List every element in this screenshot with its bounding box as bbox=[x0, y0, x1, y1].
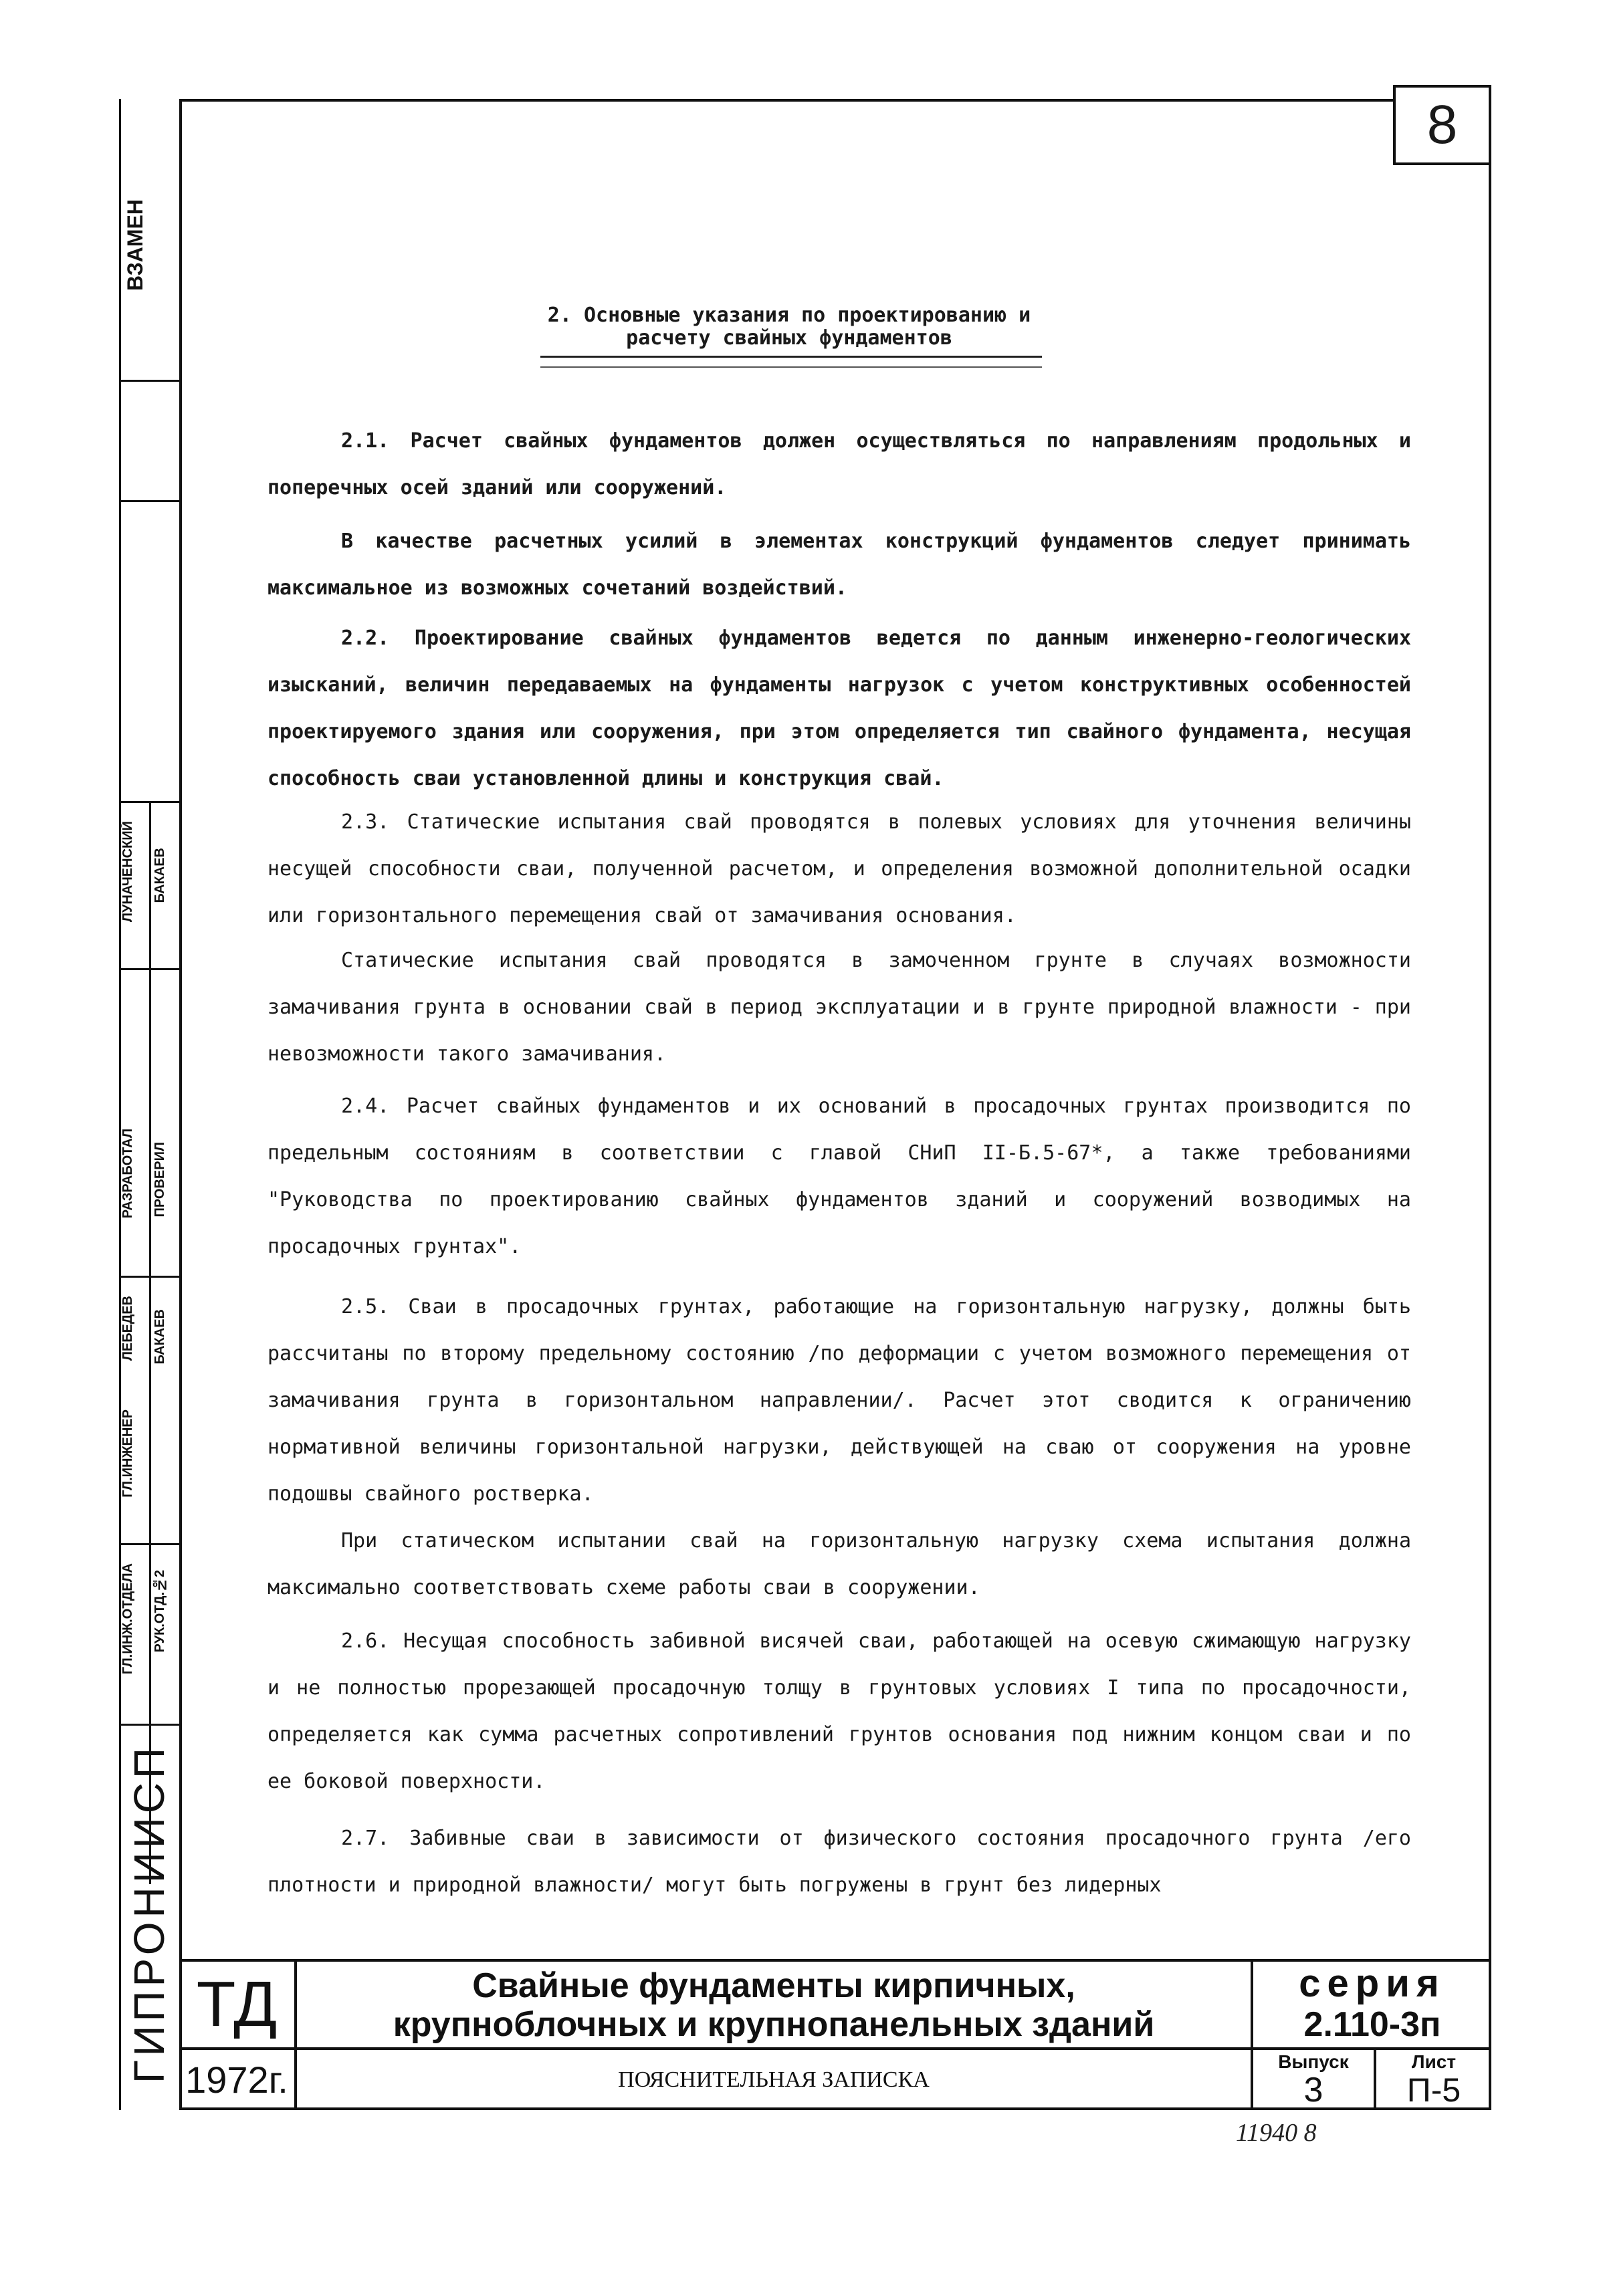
paragraph-2-5: 2.5. Сваи в просадочных грунтах, работающие на горизонтальную нагрузку, должны быть рассчитаны по второму предельному состоянию /по деформации с учетом возможного перемещения от замачивания грунта в горизонтальном направлении/. Расчет этот сводится к ограничению нормативной величины горизонтальной нагрузки, действующей на сваю от сооружения на уровне подошвы свайного ростверка. bbox=[268, 1295, 1411, 1506]
subtitle: ПОЯСНИТЕЛЬНАЯ ЗАПИСКА bbox=[618, 2067, 930, 2092]
sheet-label: Лист bbox=[1411, 2051, 1457, 2072]
heading-line-2: расчету свайных фундаментов bbox=[626, 326, 952, 350]
strip-role: РУК.ОТД.№2 bbox=[152, 1570, 167, 1653]
vzamen-label: ВЗАМЕН bbox=[123, 199, 147, 291]
strip-name: БАКАЕВ bbox=[152, 1309, 167, 1365]
page-number: 8 bbox=[1393, 85, 1491, 165]
paragraph-2-3: 2.3. Статические испытания свай проводятся в полевых условиях для уточнения величины несущей способности сваи, полученной расчетом, и определения возможной дополнительной осадки или горизонтального перемещения свай от замачивания основания. bbox=[268, 810, 1411, 927]
handwritten-inventory-note: 11940 8 bbox=[1236, 2119, 1317, 2147]
strip-separator bbox=[119, 1276, 179, 1278]
paragraph-2-2: 2.2. Проектирование свайных фундаментов ведется по данным инженерно-геологических изысканий, величин передаваемых на фундаменты нагрузок с учетом конструктивных особенностей проектируемого здания или сооружения, при этом определяется тип свайного фундамента, несущая способность сваи установленной длины и конструкция свай. bbox=[268, 626, 1411, 790]
strip-separator bbox=[119, 1724, 179, 1726]
strip-role: РАЗРАБОТАЛ bbox=[120, 1129, 135, 1219]
strip-name: ЛУНАЧЕНСКИЙ bbox=[120, 821, 135, 923]
paragraph-2-4: 2.4. Расчет свайных фундаментов и их оснований в просадочных грунтах производится по предельным состояниям в соответствии с главой СНиП II-Б.5-67*, а также требованиями "Руководства по проектированию свайных фундаментов зданий и сооружений возводимых на просадочных грунтах". bbox=[268, 1095, 1411, 1258]
strip-role: ГЛ.ИНЖ.ОТДЕЛА bbox=[120, 1563, 135, 1675]
org-label: ГИПРОНИИСП bbox=[125, 1744, 173, 2084]
year-cell: 1972г. bbox=[185, 2059, 288, 2101]
strip-separator bbox=[119, 801, 179, 803]
series-value: 2.110-3п bbox=[1303, 2005, 1441, 2044]
heading-underline bbox=[540, 366, 1042, 368]
paragraph-2-1-cont: В качестве расчетных усилий в элементах конструкций фундаментов следует принимать максимальное из возможных сочетаний воздействий. bbox=[268, 530, 1411, 600]
heading-underline bbox=[540, 356, 1042, 358]
strip-role: ПРОВЕРИЛ bbox=[152, 1142, 167, 1218]
strip-role: ГЛ.ИНЖЕНЕР bbox=[120, 1409, 135, 1498]
strip-name: БАКАЕВ bbox=[152, 848, 167, 903]
strip-border bbox=[119, 99, 121, 2110]
section-heading bbox=[421, 304, 1157, 350]
paragraph-2-6: 2.6. Несущая способность забивной висячей сваи, работающей на осевую сжимающую нагрузку и не полностью прорезающей просадочную толщу в грунтовых условиях I типа по просадочности, определяется как сумма расчетных сопротивлений грунтов основания под нижним концом сваи и по ее боковой поверхности. bbox=[268, 1629, 1411, 1793]
paragraph-2-1: 2.1. Расчет свайных фундаментов должен осуществляться по направлениям продольных и поперечных осей зданий или сооружений. bbox=[268, 429, 1411, 499]
series-label: серия bbox=[1299, 1962, 1446, 2005]
title-block bbox=[179, 1959, 1491, 2110]
paragraph-2-7: 2.7. Забивные сваи в зависимости от физического состояния просадочного грунта /его плотности и природной влажности/ могут быть погружены в грунт без лидерных bbox=[268, 1827, 1411, 1897]
strip-divider bbox=[149, 801, 151, 1884]
strip-separator bbox=[119, 1543, 179, 1545]
heading-line-1: 2. Основные указания по проектированию и bbox=[547, 304, 1031, 327]
paragraph-2-5-cont: При статическом испытании свай на горизонтальную нагрузку схема испытания должна максимально соответствовать схеме работы сваи в сооружении. bbox=[268, 1529, 1411, 1599]
strip-separator bbox=[119, 500, 179, 502]
sheet-value: П-5 bbox=[1406, 2071, 1461, 2109]
title-line-1: Свайные фундаменты кирпичных, bbox=[472, 1966, 1075, 2005]
title-line-2: крупноблочных и крупнопанельных зданий bbox=[393, 2005, 1155, 2044]
strip-name: ЛЕБЕДЕВ bbox=[120, 1296, 135, 1361]
issue-value: 3 bbox=[1303, 2071, 1323, 2109]
code-cell: ТД bbox=[196, 1968, 278, 2040]
strip-separator bbox=[119, 380, 179, 382]
paragraph-2-3-cont: Статические испытания свай проводятся в замоченном грунте в случаях возможности замачивания грунта в основании свай в период эксплуатации и в грунте природной влажности - при невозможности такого замачивания. bbox=[268, 949, 1411, 1066]
left-binding-strip bbox=[119, 99, 179, 2110]
issue-label: Выпуск bbox=[1278, 2051, 1349, 2072]
strip-separator bbox=[119, 968, 179, 970]
